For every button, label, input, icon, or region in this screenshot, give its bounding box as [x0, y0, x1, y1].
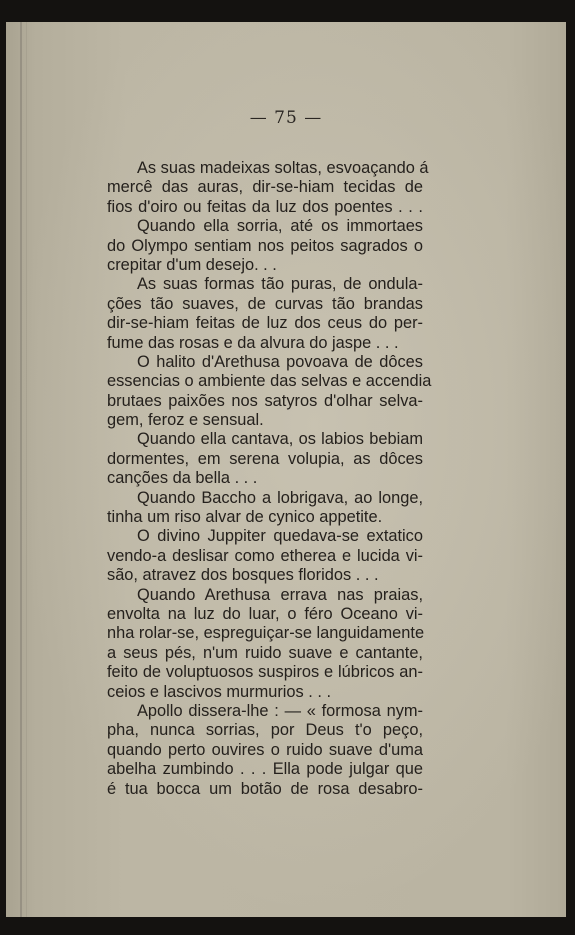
text-line: Quando Baccho a lobrigava, ao longe, — [137, 488, 423, 507]
text-line: O divino Juppiter quedava-se extatico — [137, 527, 423, 546]
text-line: dir-se-hiam feitas de luz dos ceus do per- — [107, 314, 423, 333]
text-line: Quando Arethusa errava nas praias, — [137, 585, 423, 604]
binding-gutter — [20, 22, 22, 917]
text-line: é tua bocca um botão de rosa desabro- — [107, 779, 423, 798]
text-line: feito de voluptuosos suspiros e lúbricos an- — [107, 663, 423, 682]
text-line: fios d'oiro ou feitas da luz dos poentes . . . — [107, 197, 423, 216]
text-line: crepitar d'um desejo. . . — [107, 255, 277, 274]
text-line: a seus pés, n'um ruido suave e cantante, — [107, 643, 423, 662]
text-line: ceios e lascivos murmurios . . . — [107, 682, 332, 701]
text-line: envolta na luz do luar, o féro Oceano vi- — [107, 604, 423, 623]
text-line: nha rolar-se, espreguiçar-se languidamente — [107, 624, 425, 643]
text-line: são, atravez dos bosques floridos . . . — [107, 566, 379, 585]
book-page — [6, 22, 566, 917]
text-line: As suas formas tão puras, de ondula- — [137, 275, 423, 294]
text-line: essencias o ambiente das selvas e accendia — [107, 372, 432, 391]
text-line: dormentes, em serena volupia, as dôces — [107, 449, 423, 468]
text-line: brutaes paixões nos satyros d'olhar selva- — [107, 391, 423, 410]
text-line: As suas madeixas soltas, esvoaçando á — [137, 159, 429, 177]
text-line: ções tão suaves, de curvas tão brandas — [107, 294, 423, 313]
text-line: O halito d'Arethusa povoava de dôces — [137, 352, 423, 371]
body-text — [107, 159, 432, 799]
text-line: canções da bella . . . — [107, 469, 258, 488]
text-line: mercê das auras, dir-se-hiam tecidas de — [107, 178, 423, 197]
text-line: quando perto ouvires o ruido suave d'uma — [107, 740, 423, 759]
text-line: pha, nunca sorrias, por Deus t'o peço, — [107, 721, 423, 740]
binding-gutter-shadow — [26, 22, 27, 917]
page-number: — 75 — — [249, 108, 323, 128]
text-line: Quando ella sorria, até os immortaes — [137, 217, 423, 236]
text-line: vendo-a deslisar como etherea e lucida vi- — [107, 546, 423, 565]
text-line: fume das rosas e da alvura do jaspe . . . — [107, 333, 399, 352]
text-line: Quando ella cantava, os labios bebiam — [137, 430, 423, 449]
text-line: abelha zumbindo . . . Ella pode julgar que — [107, 760, 423, 779]
text-line: tinha um riso alvar de cynico appetite. — [107, 508, 383, 527]
text-line: gem, feroz e sensual. — [107, 411, 264, 430]
text-line: do Olympo sentiam nos peitos sagrados o — [107, 236, 423, 255]
text-line: Apollo dissera-lhe : — « formosa nym- — [137, 701, 423, 720]
